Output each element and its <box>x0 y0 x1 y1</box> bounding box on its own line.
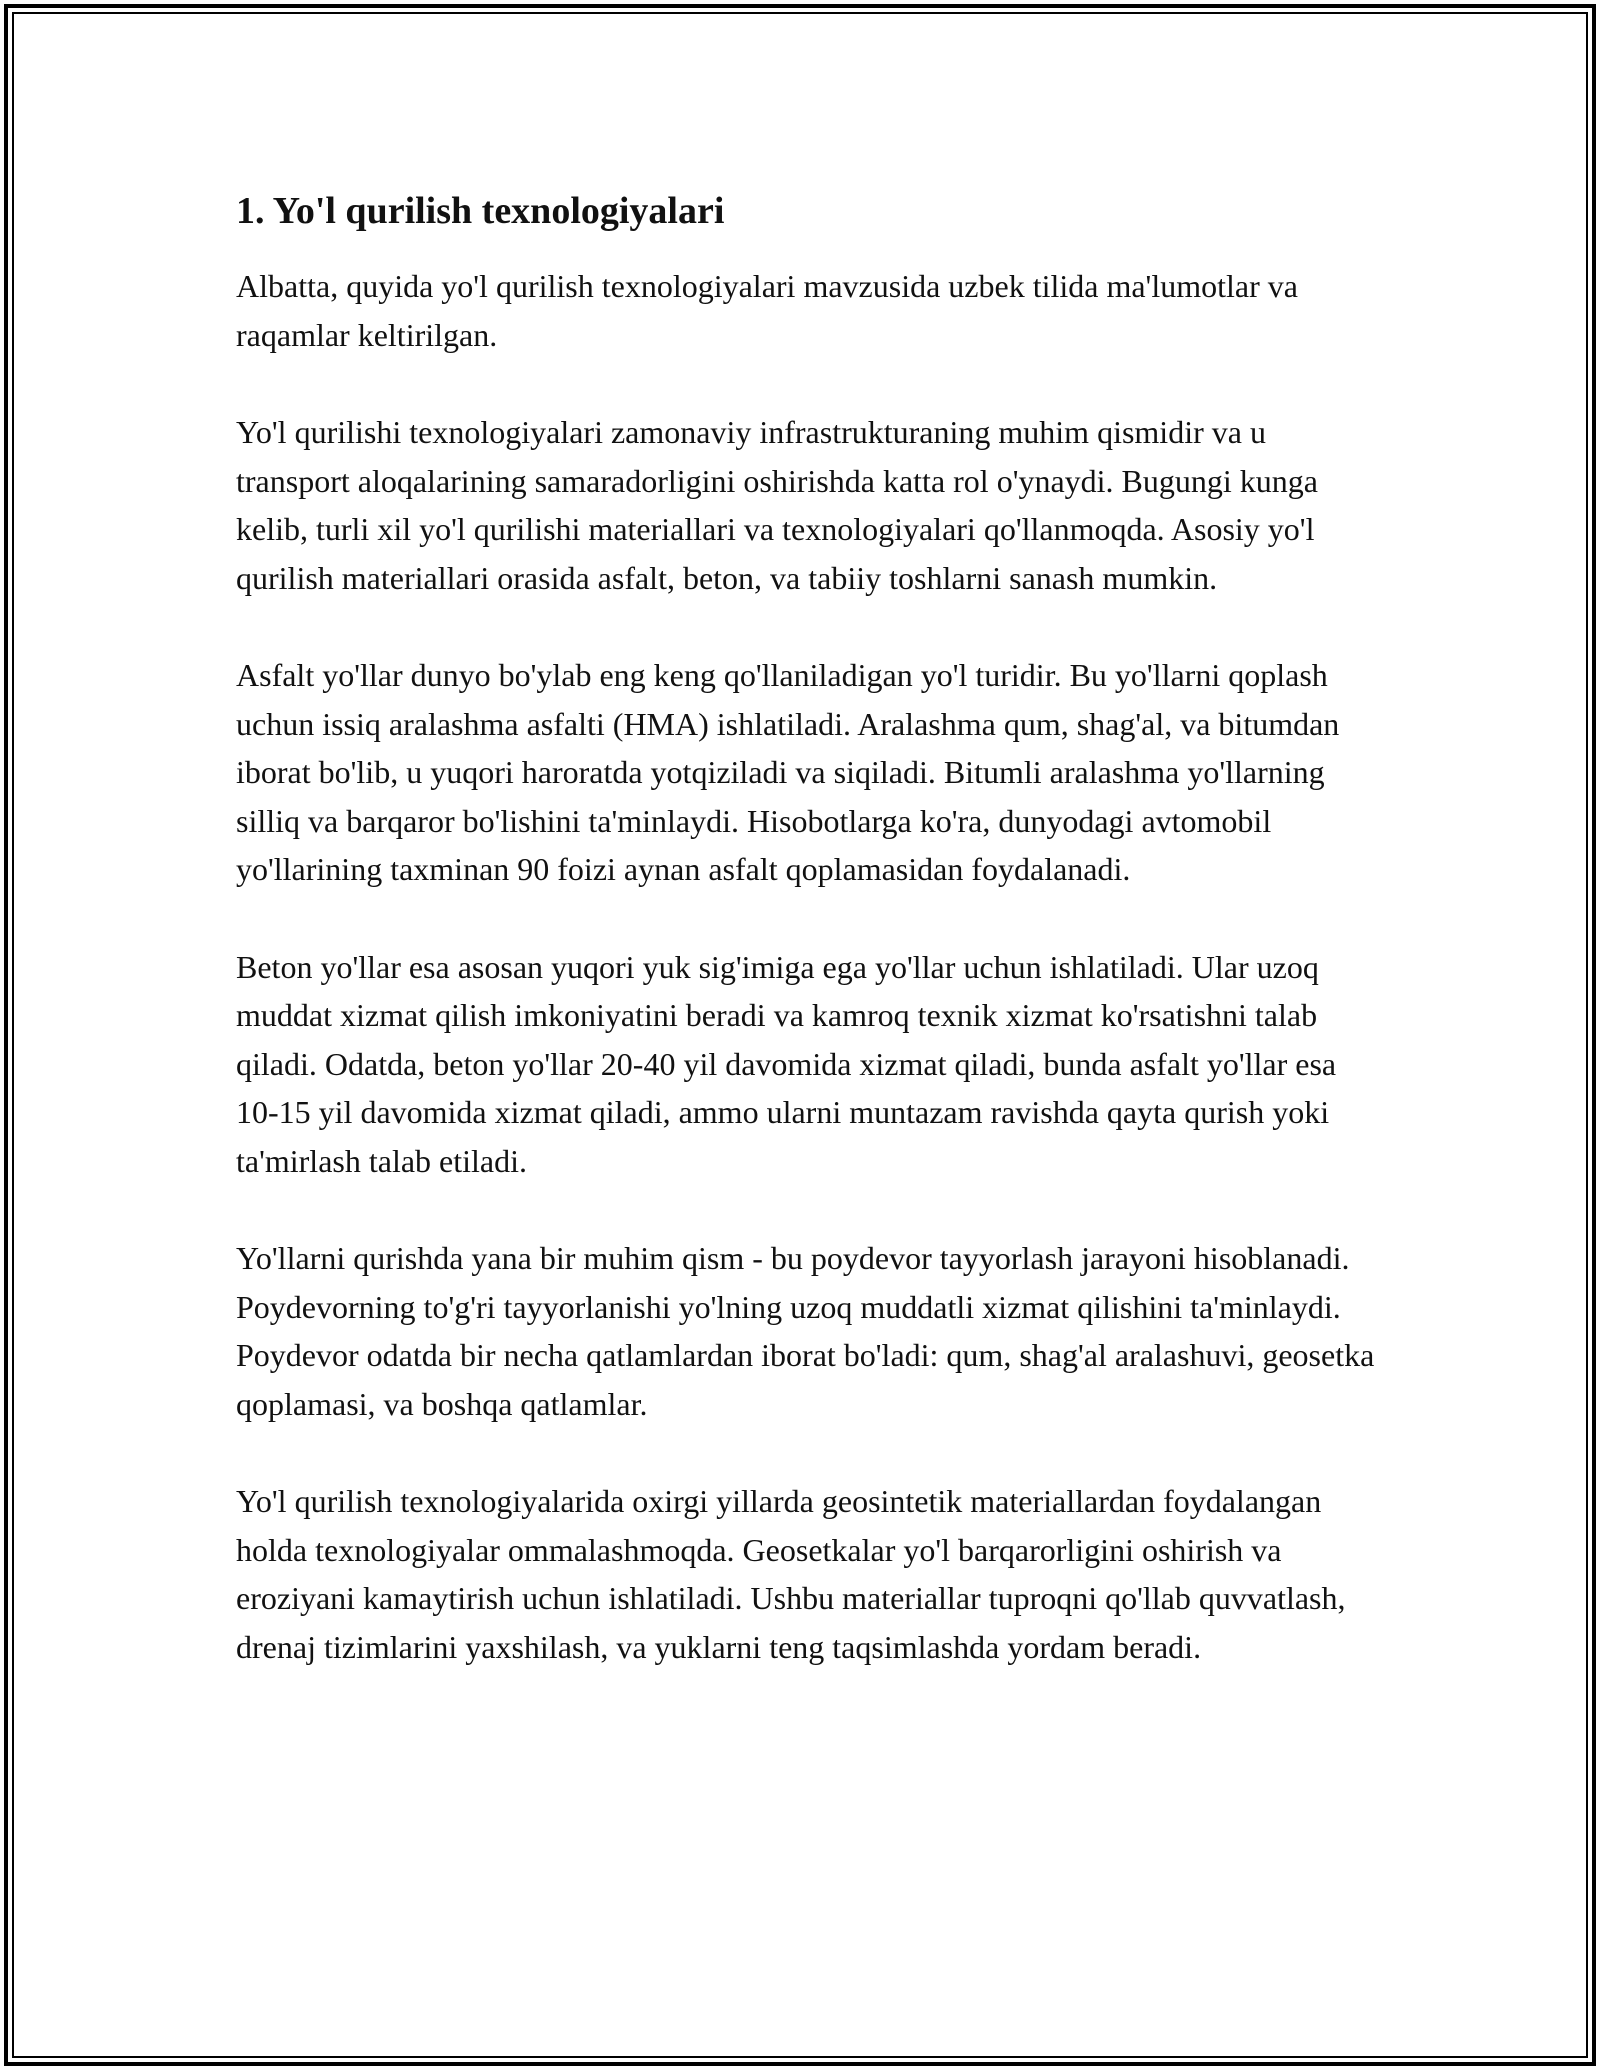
paragraph-asphalt: Asfalt yo'llar dunyo bo'ylab eng keng qo'llaniladigan yo'l turidir. Bu yo'llarni qoplash uchun issiq aralashma asfalti (HMA) ishlatiladi. Aralashma qum, shag'al, va bitumdan iborat bo'lib, u yuqori haroratda yotqiziladi va siqiladi. Bitumli aralashma yo'llarning silliq va barqaror bo'lishini ta'minlaydi. Hisobotlarga ko'ra, dunyodagi avtomobil yo'llarining taxminan 90 foizi aynan asfalt qoplamasidan foydalanadi. <box>236 657 1340 887</box>
paragraph-foundation: Yo'llarni qurishda yana bir muhim qism - bu poydevor tayyorlash jarayoni hisoblanadi. Poydevorning to'g'ri tayyorlanishi yo'lning uzoq muddatli xizmat qilishini ta'minlaydi. Poydevor odatda bir necha qatlamlardan iborat bo'ladi: qum, shag'al aralashuvi, geosetka qoplamasi, va boshqa qatlamlar. <box>236 1240 1375 1422</box>
paragraph-concrete: Beton yo'llar esa asosan yuqori yuk sig'imiga ega yo'llar uchun ishlatiladi. Ular uzoq muddat xizmat qilish imkoniyatini beradi va kamroq texnik xizmat ko'rsatishni talab qiladi. Odatda, beton yo'llar 20-40 yil davomida xizmat qiladi, bunda asfalt yo'llar esa 10-15 yil davomida xizmat qiladi, ammo ularni muntazam ravishda qayta qurish yoki ta'mirlash talab etiladi. <box>236 948 1337 1179</box>
paragraph-overview: Yo'l qurilishi texnologiyalari zamonaviy infrastrukturaning muhim qismidir va u transport aloqalarining samaradorligini oshirishda katta rol o'ynaydi. Bugungi kunga kelib, turli xil yo'l qurilishi materiallari va texnologiyalari qo'llanmoqda. Asosiy yo'l qurilish materiallari orasida asfalt, beton, va tabiiy toshlarni sanash mumkin. <box>236 414 1318 596</box>
document-page <box>236 186 1376 1671</box>
document-title: 1. Yo'l qurilish texnologiyalari <box>236 190 725 232</box>
paragraph-intro: Albatta, quyida yo'l qurilish texnologiyalari mavzusida uzbek tilida ma'lumotlar va raqamlar keltirilgan. <box>236 268 1298 353</box>
paragraph-geosynthetics: Yo'l qurilish texnologiyalarida oxirgi yillarda geosintetik materiallardan foydalangan holda texnologiyalar ommalashmoqda. Geosetkalar yo'l barqarorligini oshirish va eroziyani kamaytirish uchun ishlatiladi. Ushbu materiallar tuproqni qo'llab quvvatlash, drenaj tizimlarini yaxshilash, va yuklarni teng taqsimlashda yordam beradi. <box>236 1483 1346 1665</box>
